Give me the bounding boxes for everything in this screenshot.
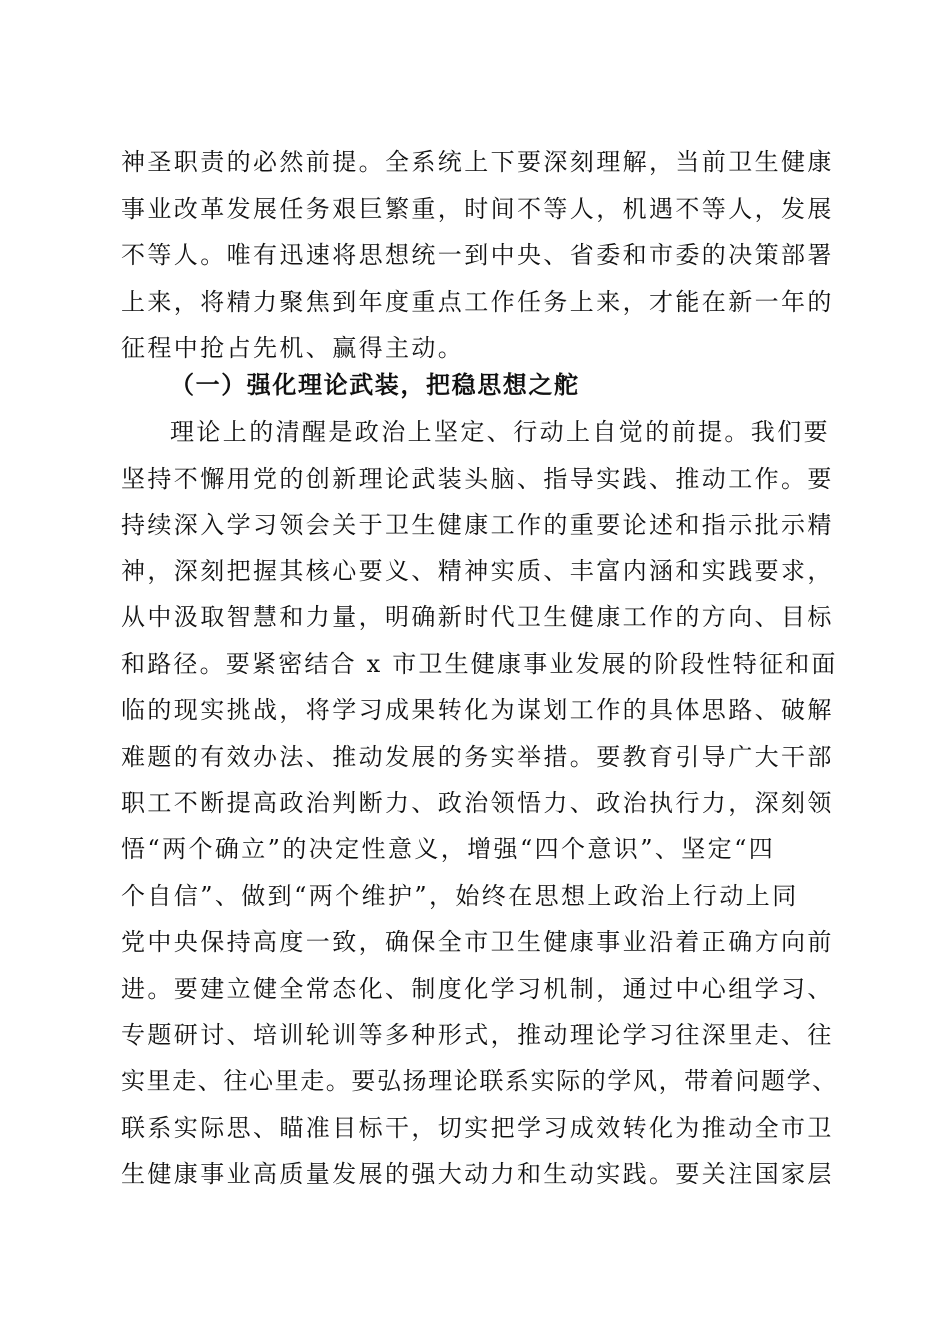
body-text-line: 持续深入学习领会关于卫生健康工作的重要论述和指示批示精 (121, 511, 834, 539)
body-text-line: 理论上的清醒是政治上坚定、行动上自觉的前提。我们要 (170, 418, 830, 446)
body-text-line: 党中央保持高度一致，确保全市卫生健康事业沿着正确方向前 (121, 928, 834, 956)
body-text-line: 上来，将精力聚焦到年度重点工作任务上来，才能在新一年的 (121, 288, 834, 316)
body-text-line: 神圣职责的必然前提。全系统上下要深刻理解，当前卫生健康 (121, 148, 834, 176)
body-text-line: 难题的有效办法、推动发展的务实举措。要教育引导广大干部 (121, 743, 834, 771)
body-text-line: 个自信”、做到“两个维护”，始终在思想上政治上行动上同 (121, 882, 799, 910)
body-text-line: 从中汲取智慧和力量，明确新时代卫生健康工作的方向、目标 (121, 603, 834, 631)
section-heading: （一）强化理论武装，把稳思想之舵 (170, 370, 580, 399)
body-text-line: 职工不断提高政治判断力、政治领悟力、政治执行力，深刻领 (121, 789, 834, 817)
body-text-line: 进。要建立健全常态化、制度化学习机制，通过中心组学习、 (121, 975, 834, 1003)
body-text-line: 不等人。唯有迅速将思想统一到中央、省委和市委的决策部署 (121, 241, 834, 269)
body-text-line: 征程中抢占先机、赢得主动。 (121, 334, 465, 362)
body-text-line: 神，深刻把握其核心要义、精神实质、丰富内涵和实践要求， (121, 557, 834, 585)
body-text-line: 联系实际思、瞄准目标干，切实把学习成效转化为推动全市卫 (121, 1114, 834, 1142)
body-text-line: 生健康事业高质量发展的强大动力和生动实践。要关注国家层 (121, 1160, 834, 1188)
body-text-line: 和路径。要紧密结合 x 市卫生健康事业发展的阶段性特征和面 (121, 650, 838, 678)
body-text-line: 实里走、往心里走。要弘扬理论联系实际的学风，带着问题学、 (121, 1067, 838, 1095)
body-text-line: 专题研讨、培训轮训等多种形式，推动理论学习往深里走、往 (121, 1021, 834, 1049)
body-text-line: 悟“两个确立”的决定性意义，增强“四个意识”、坚定“四 (121, 835, 776, 863)
body-text-line: 事业改革发展任务艰巨繁重，时间不等人，机遇不等人，发展 (121, 195, 834, 223)
body-text-line: 临的现实挑战，将学习成果转化为谋划工作的具体思路、破解 (121, 696, 834, 724)
body-text-line: 坚持不懈用党的创新理论武装头脑、指导实践、推动工作。要 (121, 465, 834, 493)
